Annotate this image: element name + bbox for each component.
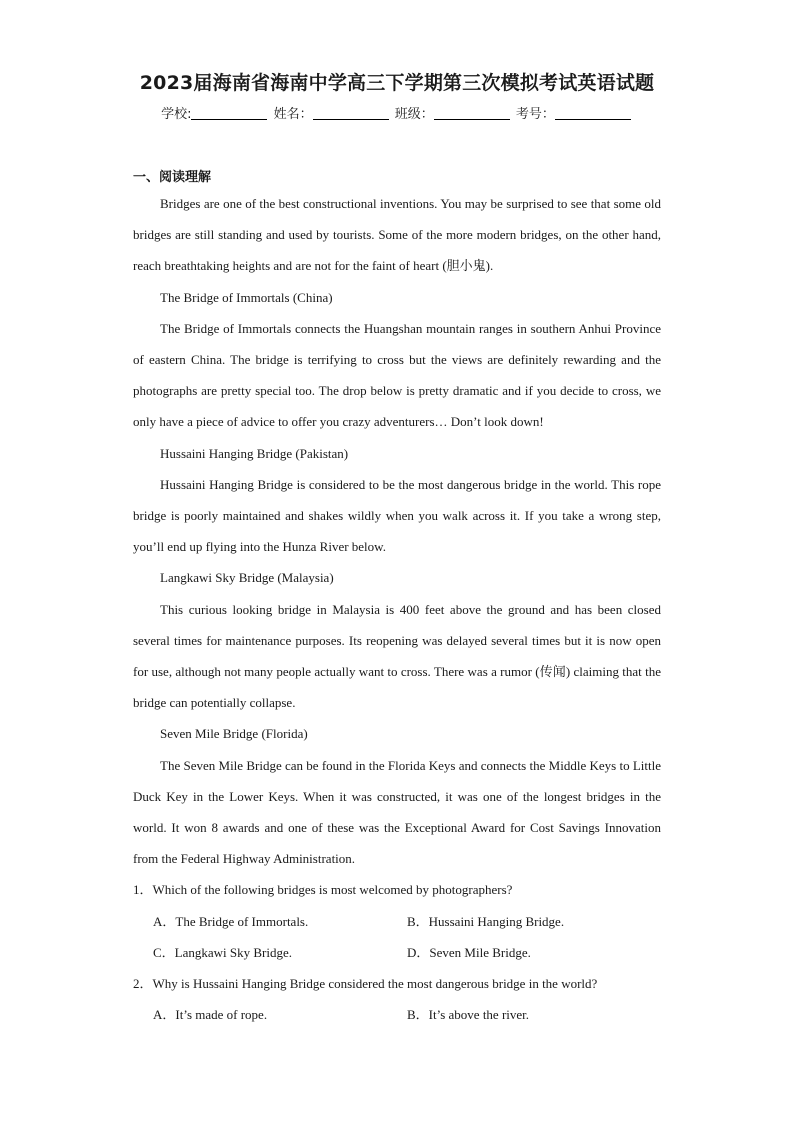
school-label: 学校:: [161, 107, 192, 122]
bridge-text-immortals: The Bridge of Immortals connects the Huangshan mountain ranges in southern Anhui Province of eastern China. The bridge is terrifying to cross but the views are definitely rewarding and the photographs are pretty special too. The drop below is pretty dramatic and if you decide to cross, we only have a piece of advice to offer you crazy adventurers… Don’t look down!: [133, 320, 661, 430]
name-blank: [313, 106, 389, 120]
bridge-heading-immortals: The Bridge of Immortals (China): [160, 289, 333, 305]
question-1-options-row-2: [133, 937, 661, 968]
question-2-option-a[interactable]: A．It’s made of rope.: [153, 1007, 268, 1023]
question-1-option-a[interactable]: A．The Bridge of Immortals.: [153, 913, 309, 929]
bridge-text-hussaini: Hussaini Hanging Bridge is considered to be the most dangerous bridge in the world. This rope bridge is poorly maintained and shakes wildly when you walk across it. If you take a wrong step, you’ll end up flying into the Hunza River below.: [133, 476, 661, 555]
question-1-option-d[interactable]: D．Seven Mile Bridge.: [407, 944, 531, 960]
school-blank: [191, 106, 267, 120]
exam-number-blank: [555, 106, 631, 120]
bridge-heading-hussaini: Hussaini Hanging Bridge (Pakistan): [160, 445, 349, 461]
question-1-options-row-1: [133, 906, 661, 937]
question-2-stem: 2．Why is Hussaini Hanging Bridge considered the most dangerous bridge in the world?: [133, 976, 598, 992]
exam-number-label: 考号：: [515, 107, 555, 122]
question-1-option-b[interactable]: B．Hussaini Hanging Bridge.: [407, 913, 565, 929]
bridge-text-seven-mile: The Seven Mile Bridge can be found in the Florida Keys and connects the Middle Keys to Little Duck Key in the Lower Keys. When it was constructed, it was one of the longest bridges in the world. It won 8 awards and one of these was the Exceptional Award for Cost Savings Innovation from the Federal Highway Administration.: [133, 757, 661, 867]
class-label: 班级：: [394, 107, 434, 122]
class-blank: [434, 106, 510, 120]
page-title: 2023届海南省海南中学高三下学期第三次模拟考试英语试题: [139, 72, 655, 94]
question-2-options-row-1: [133, 999, 661, 1030]
student-info-line: [0, 103, 794, 122]
question-2-option-b[interactable]: B．It’s above the river.: [407, 1007, 530, 1023]
name-label: 姓名：: [273, 107, 313, 122]
question-1-option-c[interactable]: C．Langkawi Sky Bridge.: [153, 944, 293, 960]
bridge-heading-langkawi: Langkawi Sky Bridge (Malaysia): [160, 570, 334, 586]
passage-intro: Bridges are one of the best constructional inventions. You may be surprised to see that some old bridges are still standing and used by tourists. Some of the more modern bridges, on the other hand, reach breathtaking heights and are not for the faint of heart (胆小鬼).: [133, 196, 661, 274]
section-heading: 一、阅读理解: [133, 170, 212, 185]
reading-passage: [133, 188, 661, 1030]
bridge-text-langkawi: This curious looking bridge in Malaysia is 400 feet above the ground and has been closed several times for maintenance purposes. Its reopening was delayed several times but it is now open for use, although not many people actually want to cross. There was a rumor (传闻) claiming that the bridge can potentially collapse.: [133, 601, 661, 711]
bridge-heading-seven-mile: Seven Mile Bridge (Florida): [160, 726, 308, 742]
question-1-stem: 1．Which of the following bridges is most welcomed by photographers?: [133, 882, 513, 898]
